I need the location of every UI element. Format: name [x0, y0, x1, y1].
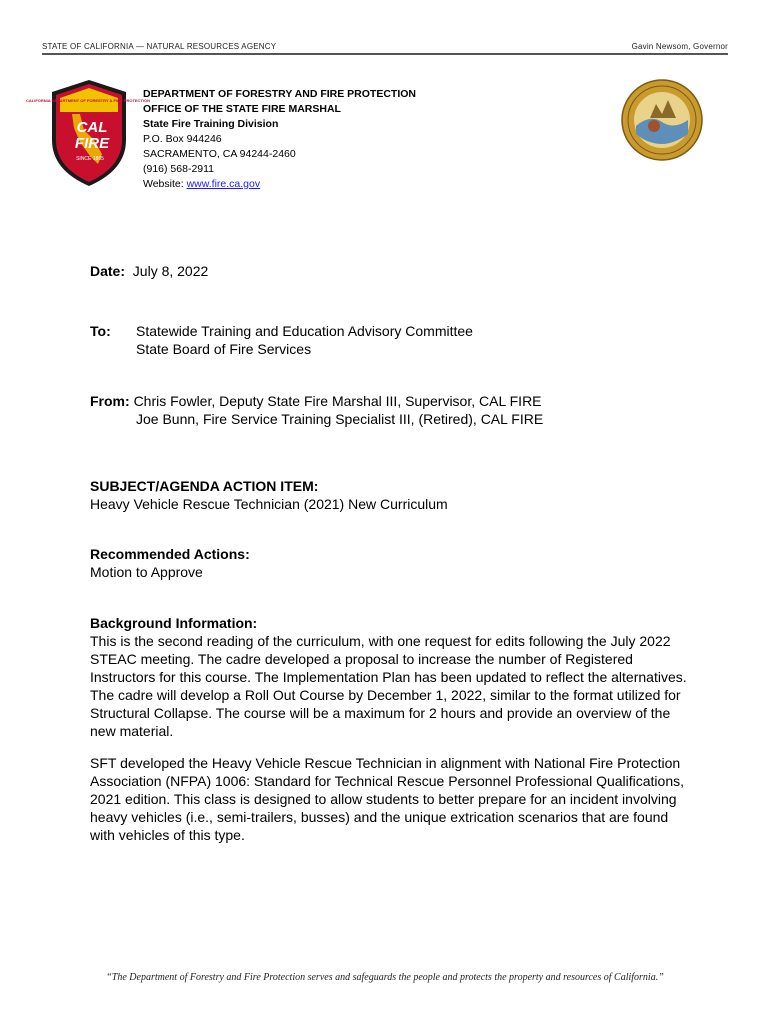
- to-recipients: [136, 322, 473, 358]
- from-sender-1: Chris Fowler, Deputy State Fire Marshal III, Supervisor, CAL FIRE: [133, 393, 542, 409]
- letterhead-department: DEPARTMENT OF FORESTRY AND FIRE PROTECTION: [143, 88, 417, 100]
- to-recipient-2: State Board of Fire Services: [136, 341, 312, 357]
- website-label: Website:: [143, 178, 187, 190]
- header-divider: [42, 53, 728, 55]
- logo-cal-text: CAL: [76, 119, 108, 136]
- logo-fire-text: FIRE: [74, 135, 110, 152]
- memo-date: [90, 262, 208, 280]
- website-link[interactable]: www.fire.ca.gov: [186, 178, 261, 190]
- to-label: To:: [90, 323, 111, 339]
- letterhead-division: State Fire Training Division: [143, 118, 279, 130]
- from-line-1: [90, 392, 542, 410]
- governor-name: Gavin Newsom, Governor: [631, 42, 728, 51]
- letterhead-office: OFFICE OF THE STATE FIRE MARSHAL: [143, 103, 341, 115]
- to-recipient-1: Statewide Training and Education Advisory Committee: [136, 323, 473, 339]
- state-seal-icon: [620, 78, 704, 162]
- subject-text: Heavy Vehicle Rescue Technician (2021) New Curriculum: [90, 496, 448, 512]
- date-value: July 8, 2022: [132, 263, 209, 279]
- letterhead-city: SACRAMENTO, CA 94244-2460: [143, 148, 296, 160]
- subject-heading: SUBJECT/AGENDA ACTION ITEM:: [90, 478, 319, 494]
- background-paragraph-2: SFT developed the Heavy Vehicle Rescue Technician in alignment with National Fire Protection Association (NFPA) 1006: Standard for Technical Rescue Personnel Professional Qualifications, 2021 edition. This class is designed to allow students to better prepare for an incident involving heavy vehicles (i.e., semi-trailers, busses) and the unique extrication scenarios that are found with vehicles of this type.: [90, 755, 685, 843]
- background-heading: Background Information:: [90, 615, 258, 631]
- agency-name: STATE OF CALIFORNIA — NATURAL RESOURCES AGENCY: [42, 42, 277, 51]
- background-paragraph-1: This is the second reading of the curriculum, with one request for edits following the July 2022 STEAC meeting. The cadre developed a proposal to increase the number of Registered Instructors for this course. The Implementation Plan has been updated to reflect the alternatives. The cadre will develop a Roll Out Course by December 1, 2022, similar to the format utilized for Structural Collapse. The course will be a maximum for 2 hours and provide an overview of the new material.: [90, 633, 687, 739]
- top-header: [42, 38, 728, 54]
- subject-section: [90, 477, 448, 513]
- recommended-text: Motion to Approve: [90, 564, 203, 580]
- calfire-logo-icon: [26, 78, 150, 188]
- from-sender-2: Joe Bunn, Fire Service Training Specialist III, (Retired), CAL FIRE: [136, 411, 544, 427]
- footer-motto: “The Department of Forestry and Fire Protection serves and safeguards the people and protects the property and resources of California.”: [106, 972, 664, 983]
- from-label: From:: [90, 393, 130, 409]
- letterhead-phone: (916) 568-2911: [143, 163, 215, 175]
- letterhead-po-box: P.O. Box 944246: [143, 133, 222, 145]
- date-label: Date:: [90, 263, 126, 279]
- logo-since-text: SINCE 1885: [76, 156, 104, 162]
- letterhead-website: [143, 177, 416, 192]
- background-section: [90, 614, 690, 858]
- recommended-heading: Recommended Actions:: [90, 546, 250, 562]
- letterhead-block: [143, 87, 416, 192]
- logo-ring-text: CALIFORNIA DEPARTMENT OF FORESTRY & FIRE PROTECTION: [26, 98, 150, 103]
- recommended-section: [90, 545, 250, 581]
